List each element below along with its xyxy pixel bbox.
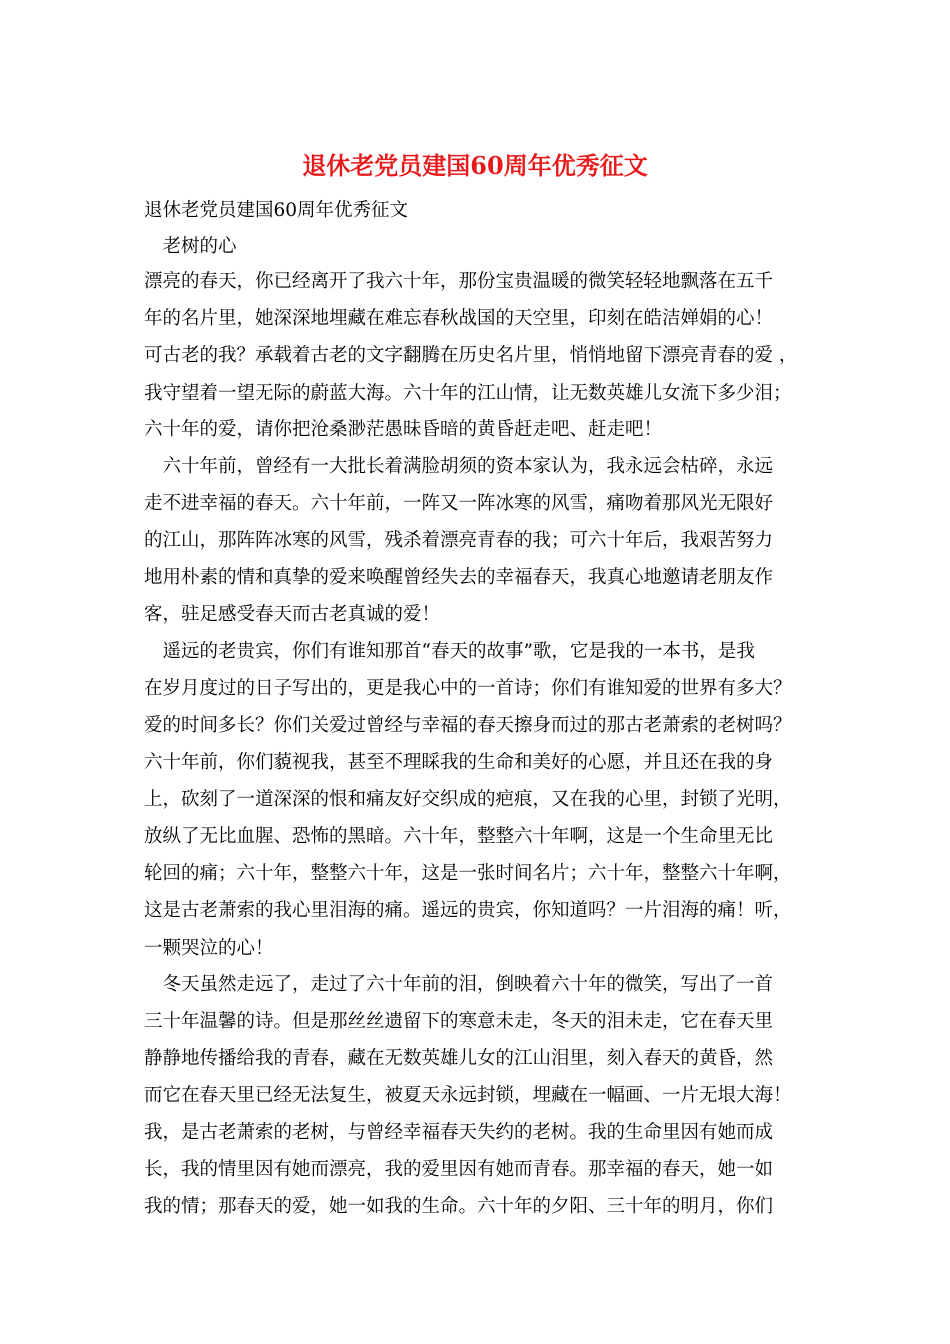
body-text-line: 三十年温馨的诗。但是那丝丝遗留下的寒意未走，冬天的泪未走，它在春天里	[144, 1011, 774, 1032]
body-text-line: 上，砍刻了一道深深的恨和痛友好交织成的疤痕，又在我的心里，封锁了光明，	[144, 789, 792, 810]
body-text-line: 的江山，那阵阵冰寒的风雪，残杀着漂亮青春的我；可六十年后，我艰苦努力	[144, 530, 774, 551]
body-text-line: 漂亮的春天，你已经离开了我六十年，那份宝贵温暖的微笑轻轻地飘落在五千	[144, 271, 774, 292]
body-text-line: 而它在春天里已经无法复生，被夏天永远封锁，埋藏在一幅画、一片无垠大海！	[144, 1085, 792, 1106]
body-text-line: 六十年的爱，请你把沧桑渺茫愚昧昏暗的黄昏赶走吧、赶走吧！	[144, 419, 663, 440]
body-text-line: 静静地传播给我的青春，藏在无数英雄儿女的江山泪里，刻入春天的黄昏，然	[144, 1048, 774, 1069]
body-text-line: 在岁月度过的日子写出的，更是我心中的一首诗；你们有谁知爱的世界有多大？	[144, 678, 792, 699]
body-text-line: 退休老党员建国60周年优秀征文	[144, 200, 409, 221]
body-text-line: 地用朴素的情和真挚的爱来唤醒曾经失去的幸福春天，我真心地邀请老朋友作	[144, 567, 774, 588]
body-text-line: 放纵了无比血腥、恐怖的黑暗。六十年，整整六十年啊，这是一个生命里无比	[144, 826, 774, 847]
body-text-line: 一颗哭泣的心！	[144, 938, 274, 959]
body-text-line: 遥远的老贵宾，你们有谁知那首“春天的故事”歌，它是我的一本书，是我	[144, 641, 755, 662]
body-text-line: 可古老的我？承载着古老的文字翻腾在历史名片里，悄悄地留下漂亮青春的爱 ，	[144, 345, 798, 366]
body-text-line: 老树的心	[144, 236, 237, 257]
body-text-line: 年的名片里，她深深地埋藏在难忘春秋战国的天空里，印刻在皓洁婵娟的心！	[144, 308, 774, 329]
body-text-line: 我的情；那春天的爱，她一如我的生命。六十年的夕阳、三十年的明月，你们	[144, 1196, 774, 1217]
body-text-line: 轮回的痛；六十年，整整六十年，这是一张时间名片；六十年，整整六十年啊，	[144, 863, 792, 884]
body-text-line: 爱的时间多长？你们关爱过曾经与幸福的春天擦身而过的那古老萧索的老树吗？	[144, 715, 792, 736]
body-text-line: 走不进幸福的春天。六十年前，一阵又一阵冰寒的风雪，痛吻着那风光无限好	[144, 493, 774, 514]
document-title: 退休老党员建国60周年优秀征文	[302, 151, 648, 180]
body-text-line: 我守望着一望无际的蔚蓝大海。六十年的江山情，让无数英雄儿女流下多少泪；	[144, 383, 792, 404]
body-text-line: 客，驻足感受春天而古老真诚的爱！	[144, 604, 441, 625]
body-text-line: 这是古老萧索的我心里泪海的痛。遥远的贵宾，你知道吗？一片泪海的痛！听，	[144, 900, 792, 921]
body-text-line: 长，我的情里因有她而漂亮，我的爱里因有她而青春。那幸福的春天，她一如	[144, 1159, 774, 1180]
body-text-line: 我，是古老萧索的老树，与曾经幸福春天失约的老树。我的生命里因有她而成	[144, 1122, 774, 1143]
body-text-line: 冬天虽然走远了，走过了六十年前的泪，倒映着六十年的微笑，写出了一首	[144, 974, 774, 995]
body-text-line: 六十年前，你们藐视我，甚至不理睬我的生命和美好的心愿，并且还在我的身	[144, 752, 774, 773]
body-text-line: 六十年前，曾经有一大批长着满脸胡须的资本家认为，我永远会枯碎，永远	[144, 456, 774, 477]
